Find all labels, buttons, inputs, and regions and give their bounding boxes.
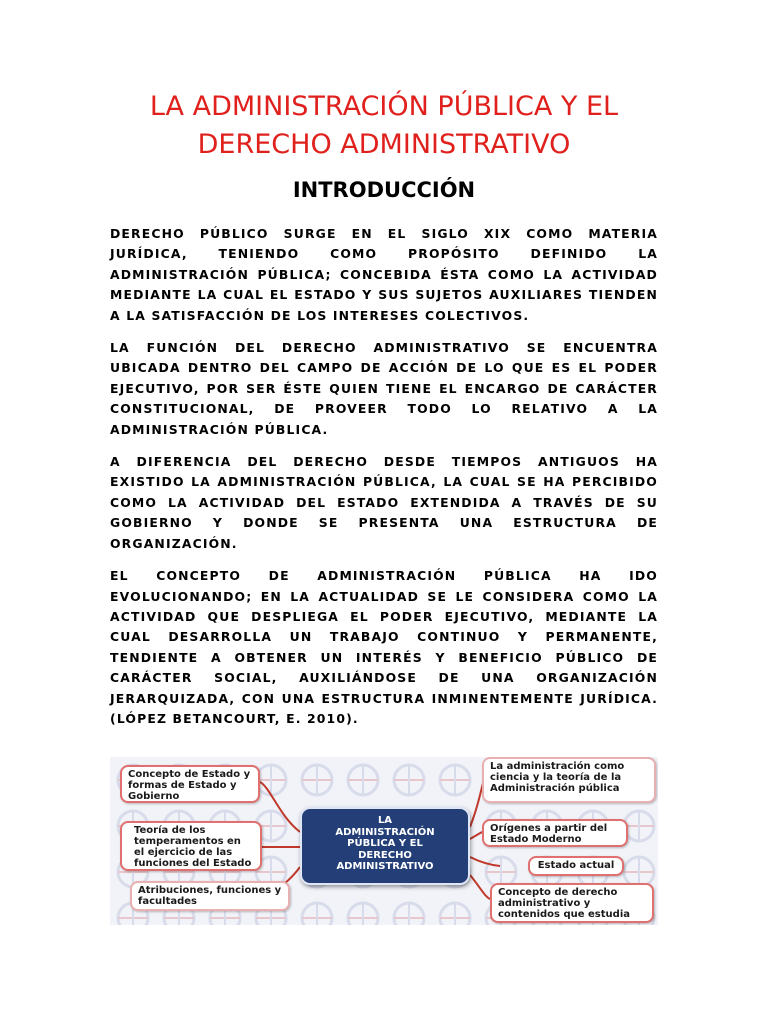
- paragraph-4: EL CONCEPTO DE ADMINISTRACIÓN PÚBLICA HA IDO EVOLUCIONANDO; EN LA ACTUALIDAD SE LE CONSIDERA COMO LA ACTIVIDAD QUE DESPLIEGA EL PODER EJECUTIVO, MEDIANTE LA CUAL DESARROLLA UN TRABAJO CONTINUO Y PERMANENTE, TENDIENTE A OBTENER UN INTERÉS Y BENEFICIO PÚBLICO DE CARÁCTER SOCIAL, AUXILIÁNDOSE DE UNA ORGANIZACIÓN JERARQUIZADA, CON UNA ESTRUCTURA INMINENTEMENTE JURÍDICA. (LÓPEZ BETANCOURT, E. 2010).: [110, 568, 658, 726]
- node-teoria-temperamentos: Teoría de los temperamentos en el ejercicio de las funciones del Estado: [120, 821, 262, 871]
- body-text: [110, 224, 658, 741]
- node-concepto-derecho: Concepto de derecho administrativo y contenidos que estudia: [490, 883, 654, 923]
- center-line-5: ADMINISTRATIVO: [336, 861, 434, 872]
- paragraph-1: DERECHO PÚBLICO SURGE EN EL SIGLO XIX COMO MATERIA JURÍDICA, TENIENDO COMO PROPÓSITO DEFINIDO LA ADMINISTRACIÓN PÚBLICA; CONCEBIDA ÉSTA COMO LA ACTIVIDAD MEDIANTE LA CUAL EL ESTADO Y SUS SUJETOS AUXILIARES TIENDEN A LA SATISFACCIÓN DE LOS INTERESES COLECTIVOS.: [110, 226, 658, 323]
- section-heading: INTRODUCCIÓN: [292, 178, 476, 202]
- title-line-1: LA ADMINISTRACIÓN PÚBLICA Y EL: [149, 91, 619, 122]
- document-title: [110, 88, 658, 164]
- paragraph-3: A DIFERENCIA DEL DERECHO DESDE TIEMPOS ANTIGUOS HA EXISTIDO LA ADMINISTRACIÓN PÚBLICA, LA CUAL SE HA PERCIBIDO COMO LA ACTIVIDAD DEL ESTADO EXTENDIDA A TRAVÉS DE SU GOBIERNO Y DONDE SE PRESENTA UNA ESTRUCTURA DE ORGANIZACIÓN.: [110, 454, 658, 551]
- node-origenes: Orígenes a partir del Estado Moderno: [482, 819, 628, 847]
- title-line-2: DERECHO ADMINISTRATIVO: [197, 129, 571, 160]
- node-estado-actual: Estado actual: [528, 856, 624, 876]
- center-line-3: PÚBLICA Y EL: [347, 838, 423, 849]
- center-line-1: LA: [377, 815, 393, 826]
- center-node: [300, 807, 470, 885]
- concept-map: [110, 757, 658, 925]
- node-concepto-estado: Concepto de Estado y formas de Estado y Gobierno: [120, 765, 260, 803]
- node-atribuciones: Atribuciones, funciones y facultades: [130, 881, 290, 911]
- paragraph-2: LA FUNCIÓN DEL DERECHO ADMINISTRATIVO SE ENCUENTRA UBICADA DENTRO DEL CAMPO DE ACCIÓN DE LO QUE ES EL PODER EJECUTIVO, POR SER ÉSTE QUIEN TIENE EL ENCARGO DE CARÁCTER CONSTITUCIONAL, DE PROVEER TODO LO RELATIVO A LA ADMINISTRACIÓN PÚBLICA.: [110, 340, 658, 437]
- center-line-2: ADMINISTRACIÓN: [335, 826, 435, 838]
- center-line-4: DERECHO: [358, 849, 412, 861]
- node-administracion-ciencia: La administración como ciencia y la teoría de la Administración pública: [482, 757, 656, 803]
